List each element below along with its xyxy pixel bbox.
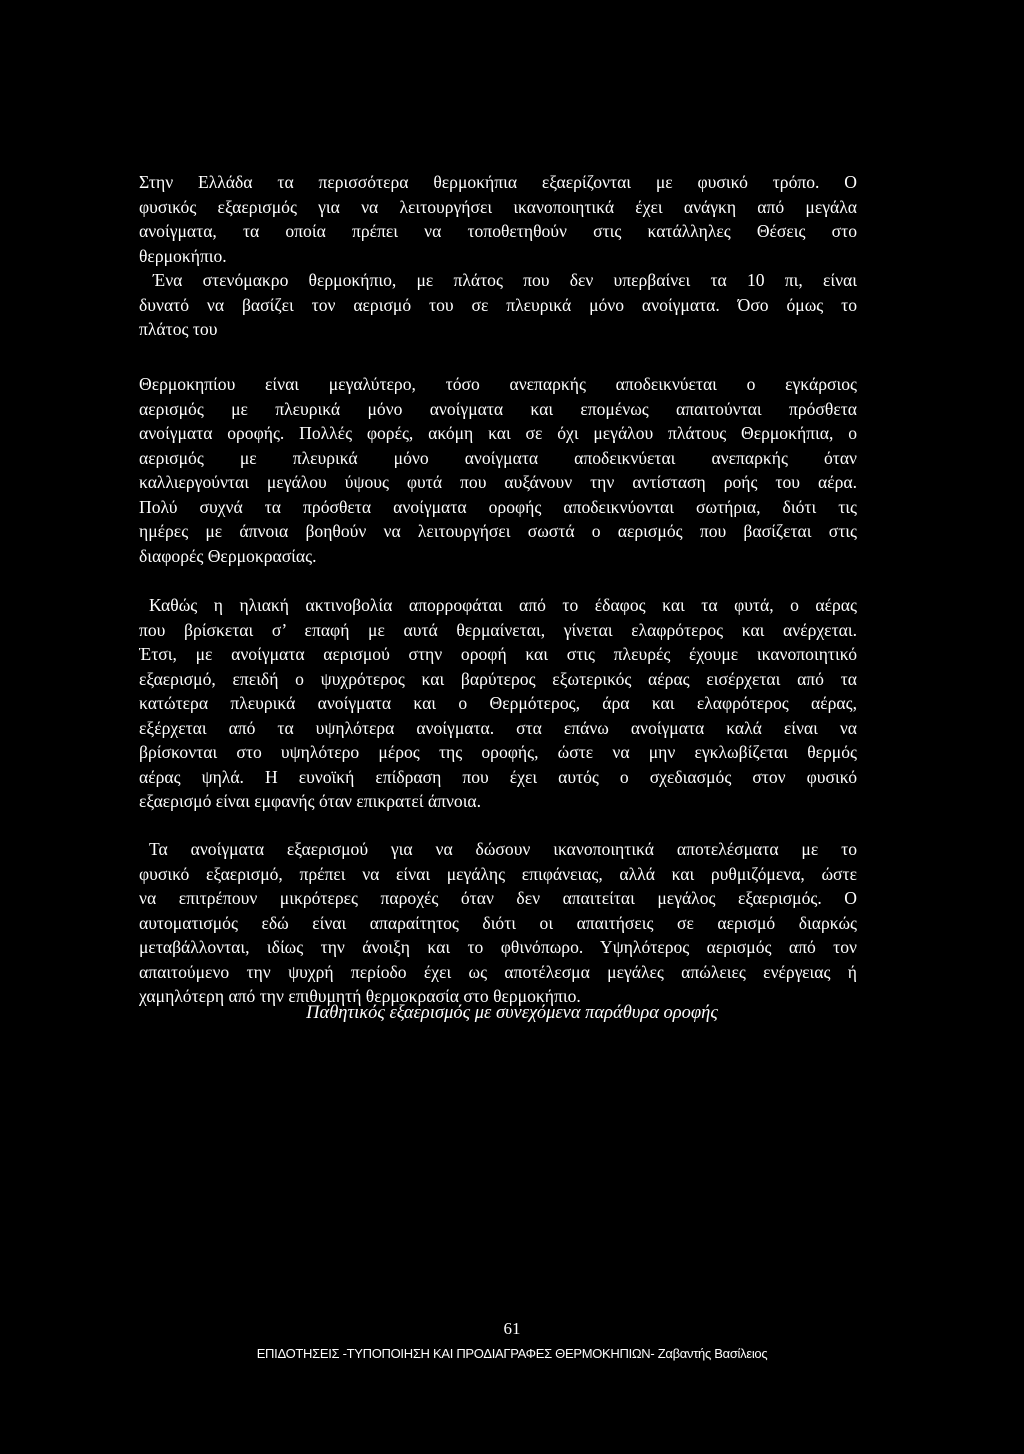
text-line: αυτοματισμός εδώ είναι απαραίτητος διότι οι απαιτήσεις σε αερισμό διαρκώς	[139, 912, 857, 933]
text-line: εξαερισμό είναι εμφανής όταν επικρατεί άπνοια.	[139, 791, 482, 811]
text-line: εξέρχεται από τα υψηλότερα ανοίγματα. στα επάνω ανοίγματα καλά είναι να	[139, 717, 857, 738]
paragraph-2	[139, 268, 857, 342]
text-line: κατώτερα πλευρικά ανοίγματα και ο Θερμότερος, άρα και ελαφρότερος αέρας,	[139, 693, 857, 713]
page-footer: ΕΠΙΔΟΤΗΣΕΙΣ -ΤΥΠΟΠΟΙΗΣΗ ΚΑΙ ΠΡΟΔΙΑΓΡΑΦΕΣ ΘΕΡΜΟΚΗΠΙΩΝ- Ζαβαντής Βασίλειος	[256, 1346, 768, 1361]
text-line: διαφορές Θερμοκρασίας.	[139, 545, 317, 566]
text-line: καλλιεργούνται μεγάλου ύψους φυτά που αυξάνουν την αντίσταση ροής του αέρα.	[139, 472, 857, 492]
text-line: να επιτρέπουν μικρότερες παροχές όταν δεν απαιτείται μεγάλος εξαερισμός. Ο	[139, 888, 857, 908]
text-line: βρίσκονται στο υψηλότερο μέρος της οροφής, ώστε να μην εγκλωβίζεται θερμός	[139, 742, 857, 762]
text-line: φυσικός εξαερισμός για να λειτουργήσει ικανοποιητικά έχει ανάγκη από μεγάλα	[139, 196, 857, 217]
page-number: 61	[503, 1319, 521, 1338]
text-line: Στην Ελλάδα τα περισσότερα θερμοκήπια εξαερίζονται με φυσικό τρόπο. Ο	[139, 172, 857, 192]
text-line: αερισμός με πλευρικά μόνο ανοίγματα και επομένως απαιτούνται πρόσθετα	[139, 398, 857, 419]
paragraph-1	[139, 170, 857, 268]
paragraph-5	[139, 837, 857, 1009]
text-line: μεταβάλλονται, ιδίως την άνοιξη και το φθινόπωρο. Υψηλότερος αερισμός από τον	[139, 937, 857, 957]
figure-caption: Παθητικός εξαερισμός με συνεχόμενα παράθυρα οροφής	[306, 1003, 718, 1023]
text-line: που βρίσκεται σ’ επαφή με αυτά θερμαίνεται, γίνεται ελαφρότερος και ανέρχεται.	[139, 619, 857, 640]
text-line: Θερμοκηπίου είναι μεγαλύτερο, τόσο ανεπαρκής αποδεικνύεται ο εγκάρσιος	[139, 374, 857, 394]
text-line: ανοίγματα, τα οποία πρέπει να τοποθετηθούν στις κατάλληλες Θέσεις στο	[139, 221, 857, 241]
text-line: θερμοκήπιο.	[139, 245, 227, 266]
text-line: δυνατό να βασίζει τον αερισμό του σε πλευρικά μόνο ανοίγματα. Όσο όμως το	[139, 294, 857, 315]
text-line: Ένα στενόμακρο θερμοκήπιο, με πλάτος που δεν υπερβαίνει τα 10 πι, είναι	[153, 270, 857, 290]
text-line: απαιτούμενο την ψυχρή περίοδο έχει ως αποτέλεσμα μεγάλες απώλειες ενέργειας ή	[139, 961, 857, 982]
text-line: Καθώς η ηλιακή ακτινοβολία απορροφάται από το έδαφος και τα φυτά, ο αέρας	[149, 595, 857, 615]
text-line: χαμηλότερη από την επιθυμητή θερμοκρασία στο θερμοκήπιο.	[139, 986, 581, 1006]
text-line: αερισμός με πλευρικά μόνο ανοίγματα αποδεικνύεται ανεπαρκής όταν	[139, 447, 857, 468]
text-line: αέρας ψηλά. Η ευνοϊκή επίδραση που έχει αυτός ο σχεδιασμός στον φυσικό	[139, 766, 857, 787]
text-line: ημέρες με άπνοια βοηθούν να λειτουργήσει σωστά ο αερισμός που βασίζεται στις	[139, 521, 857, 541]
text-line: πλάτος του	[139, 319, 218, 339]
paragraph-4	[139, 593, 857, 814]
text-line: Τα ανοίγματα εξαερισμού για να δώσουν ικανοποιητικά αποτελέσματα με το	[149, 839, 857, 859]
text-line: εξαερισμό, επειδή ο ψυχρότερος και βαρύτερος εξωτερικός αέρας εισέρχεται από τα	[139, 668, 857, 689]
text-line: ανοίγματα οροφής. Πολλές φορές, ακόμη και σε όχι μεγάλου πλάτους Θερμοκήπια, ο	[139, 423, 857, 443]
text-line: Έτσι, με ανοίγματα αερισμού στην οροφή και στις πλευρές έχουμε ικανοποιητικό	[139, 644, 857, 664]
text-line: Πολύ συχνά τα πρόσθετα ανοίγματα οροφής αποδεικνύονται σωτήρια, διότι τις	[139, 496, 857, 517]
text-line: φυσικό εξαερισμό, πρέπει να είναι μεγάλης επιφάνειας, αλλά και ρυθμιζόμενα, ώστε	[139, 863, 857, 884]
paragraph-3	[139, 372, 857, 568]
